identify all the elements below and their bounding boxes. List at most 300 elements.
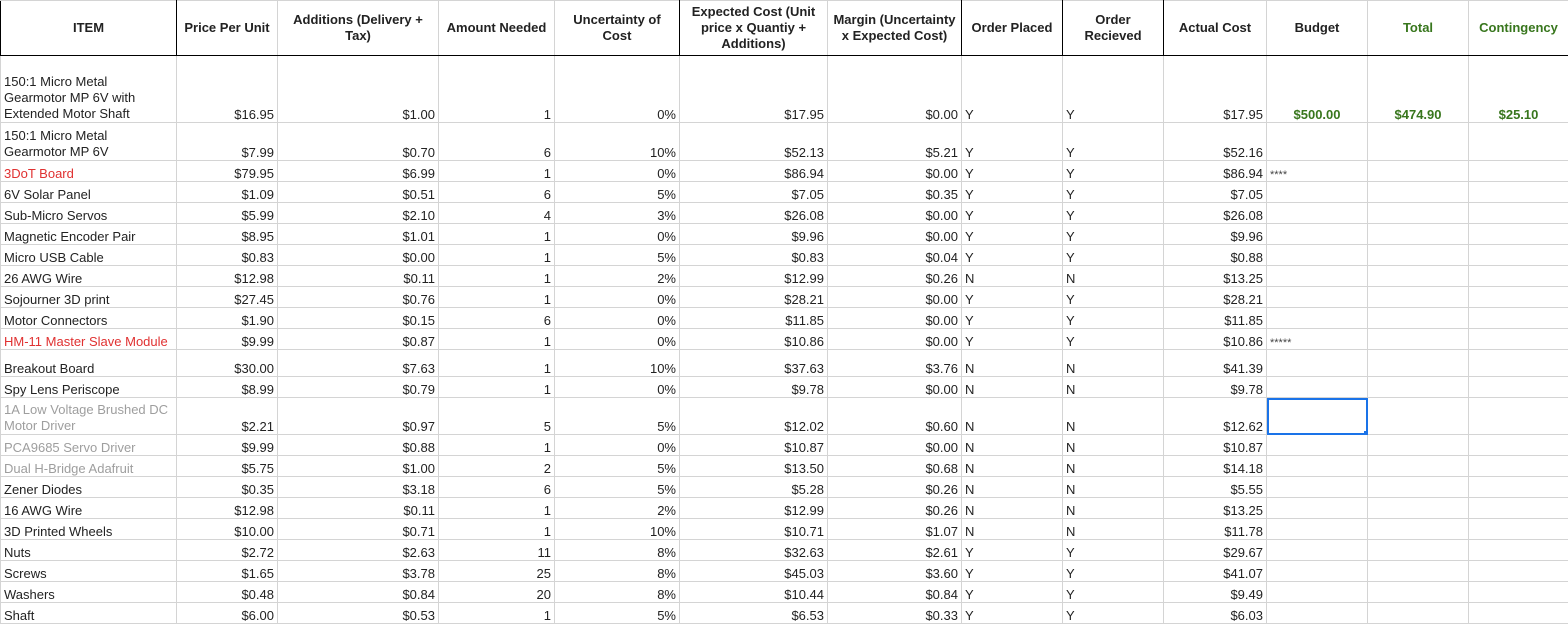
cell-actual[interactable]: $0.88 bbox=[1164, 245, 1267, 266]
cell-received[interactable]: N bbox=[1063, 519, 1164, 540]
cell-budget[interactable] bbox=[1267, 266, 1368, 287]
cell-additions[interactable]: $3.78 bbox=[278, 561, 439, 582]
cell-amount[interactable]: 11 bbox=[439, 540, 555, 561]
cell-expected[interactable]: $32.63 bbox=[680, 540, 828, 561]
cell-item[interactable]: Nuts bbox=[1, 540, 177, 561]
cell-margin[interactable]: $0.26 bbox=[828, 266, 962, 287]
cell-actual[interactable]: $14.18 bbox=[1164, 456, 1267, 477]
cell-amount[interactable]: 1 bbox=[439, 603, 555, 624]
cell-uncertainty[interactable]: 0% bbox=[555, 224, 680, 245]
header-actual[interactable]: Actual Cost bbox=[1164, 1, 1267, 56]
cell-price[interactable]: $8.95 bbox=[177, 224, 278, 245]
cell-amount[interactable]: 1 bbox=[439, 350, 555, 377]
cell-price[interactable]: $12.98 bbox=[177, 498, 278, 519]
cell-price[interactable]: $27.45 bbox=[177, 287, 278, 308]
cell-received[interactable]: N bbox=[1063, 377, 1164, 398]
cell-contingency[interactable] bbox=[1469, 123, 1568, 161]
cell-budget[interactable] bbox=[1267, 245, 1368, 266]
cell-expected[interactable]: $28.21 bbox=[680, 287, 828, 308]
cell-uncertainty[interactable]: 5% bbox=[555, 477, 680, 498]
cell-margin[interactable]: $0.84 bbox=[828, 582, 962, 603]
cell-price[interactable]: $1.65 bbox=[177, 561, 278, 582]
cell-contingency[interactable] bbox=[1469, 456, 1568, 477]
cell-received[interactable]: Y bbox=[1063, 308, 1164, 329]
cell-additions[interactable]: $1.00 bbox=[278, 456, 439, 477]
cell-contingency[interactable] bbox=[1469, 287, 1568, 308]
cell-margin[interactable]: $1.07 bbox=[828, 519, 962, 540]
cell-price[interactable]: $0.83 bbox=[177, 245, 278, 266]
cell-placed[interactable]: Y bbox=[962, 603, 1063, 624]
cell-margin[interactable]: $0.00 bbox=[828, 377, 962, 398]
cell-total[interactable] bbox=[1368, 245, 1469, 266]
cell-price[interactable]: $0.35 bbox=[177, 477, 278, 498]
cell-additions[interactable]: $0.79 bbox=[278, 377, 439, 398]
header-received[interactable]: Order Recieved bbox=[1063, 1, 1164, 56]
cell-expected[interactable]: $7.05 bbox=[680, 182, 828, 203]
cell-expected[interactable]: $45.03 bbox=[680, 561, 828, 582]
cell-received[interactable]: Y bbox=[1063, 540, 1164, 561]
cell-placed[interactable]: Y bbox=[962, 329, 1063, 350]
cell-margin[interactable]: $0.68 bbox=[828, 456, 962, 477]
header-placed[interactable]: Order Placed bbox=[962, 1, 1063, 56]
cell-item[interactable]: 3DoT Board bbox=[1, 161, 177, 182]
cell-uncertainty[interactable]: 0% bbox=[555, 435, 680, 456]
cell-budget[interactable] bbox=[1267, 540, 1368, 561]
cell-additions[interactable]: $0.51 bbox=[278, 182, 439, 203]
cell-additions[interactable]: $3.18 bbox=[278, 477, 439, 498]
cell-expected[interactable]: $12.99 bbox=[680, 498, 828, 519]
cell-total[interactable] bbox=[1368, 435, 1469, 456]
cell-budget[interactable] bbox=[1267, 561, 1368, 582]
cell-contingency[interactable] bbox=[1469, 245, 1568, 266]
cell-additions[interactable]: $0.88 bbox=[278, 435, 439, 456]
cell-margin[interactable]: $0.00 bbox=[828, 287, 962, 308]
cell-amount[interactable]: 6 bbox=[439, 182, 555, 203]
cell-margin[interactable]: $0.00 bbox=[828, 203, 962, 224]
cell-contingency[interactable] bbox=[1469, 266, 1568, 287]
cell-amount[interactable]: 1 bbox=[439, 266, 555, 287]
cell-actual[interactable]: $86.94 bbox=[1164, 161, 1267, 182]
cell-margin[interactable]: $0.33 bbox=[828, 603, 962, 624]
cell-received[interactable]: N bbox=[1063, 435, 1164, 456]
cell-margin[interactable]: $0.00 bbox=[828, 224, 962, 245]
cell-additions[interactable]: $0.11 bbox=[278, 498, 439, 519]
cell-uncertainty[interactable]: 0% bbox=[555, 161, 680, 182]
cell-total[interactable] bbox=[1368, 308, 1469, 329]
cell-price[interactable]: $5.99 bbox=[177, 203, 278, 224]
cell-item[interactable]: Sojourner 3D print bbox=[1, 287, 177, 308]
cell-expected[interactable]: $86.94 bbox=[680, 161, 828, 182]
cell-additions[interactable]: $0.53 bbox=[278, 603, 439, 624]
cell-price[interactable]: $7.99 bbox=[177, 123, 278, 161]
header-contingency[interactable]: Contingency bbox=[1469, 1, 1568, 56]
cell-total[interactable] bbox=[1368, 540, 1469, 561]
cell-contingency[interactable]: $25.10 bbox=[1469, 56, 1568, 123]
cell-placed[interactable]: Y bbox=[962, 203, 1063, 224]
cell-total[interactable] bbox=[1368, 182, 1469, 203]
cell-budget[interactable] bbox=[1267, 182, 1368, 203]
cell-placed[interactable]: N bbox=[962, 435, 1063, 456]
cell-total[interactable] bbox=[1368, 398, 1469, 435]
cell-additions[interactable]: $0.15 bbox=[278, 308, 439, 329]
cell-expected[interactable]: $10.44 bbox=[680, 582, 828, 603]
cell-contingency[interactable] bbox=[1469, 161, 1568, 182]
cell-expected[interactable]: $11.85 bbox=[680, 308, 828, 329]
cell-placed[interactable]: N bbox=[962, 456, 1063, 477]
cell-additions[interactable]: $0.00 bbox=[278, 245, 439, 266]
cell-price[interactable]: $5.75 bbox=[177, 456, 278, 477]
cell-item[interactable]: Spy Lens Periscope bbox=[1, 377, 177, 398]
cell-received[interactable]: N bbox=[1063, 350, 1164, 377]
cell-amount[interactable]: 1 bbox=[439, 245, 555, 266]
cell-price[interactable]: $30.00 bbox=[177, 350, 278, 377]
cell-total[interactable] bbox=[1368, 161, 1469, 182]
cell-margin[interactable]: $0.26 bbox=[828, 477, 962, 498]
cell-margin[interactable]: $0.00 bbox=[828, 329, 962, 350]
cell-actual[interactable]: $10.86 bbox=[1164, 329, 1267, 350]
cell-actual[interactable]: $17.95 bbox=[1164, 56, 1267, 123]
cell-amount[interactable]: 1 bbox=[439, 56, 555, 123]
cell-placed[interactable]: N bbox=[962, 498, 1063, 519]
cell-budget[interactable] bbox=[1267, 350, 1368, 377]
cell-uncertainty[interactable]: 10% bbox=[555, 350, 680, 377]
cell-amount[interactable]: 20 bbox=[439, 582, 555, 603]
cell-actual[interactable]: $7.05 bbox=[1164, 182, 1267, 203]
cell-budget[interactable] bbox=[1267, 203, 1368, 224]
cell-amount[interactable]: 1 bbox=[439, 161, 555, 182]
cell-actual[interactable]: $13.25 bbox=[1164, 498, 1267, 519]
cell-actual[interactable]: $12.62 bbox=[1164, 398, 1267, 435]
cell-total[interactable]: $474.90 bbox=[1368, 56, 1469, 123]
cell-margin[interactable]: $0.35 bbox=[828, 182, 962, 203]
cell-total[interactable] bbox=[1368, 456, 1469, 477]
cell-amount[interactable]: 1 bbox=[439, 329, 555, 350]
cell-amount[interactable]: 5 bbox=[439, 398, 555, 435]
cell-total[interactable] bbox=[1368, 603, 1469, 624]
cell-additions[interactable]: $0.70 bbox=[278, 123, 439, 161]
cell-margin[interactable]: $0.60 bbox=[828, 398, 962, 435]
cell-received[interactable]: Y bbox=[1063, 123, 1164, 161]
cell-item[interactable]: Magnetic Encoder Pair bbox=[1, 224, 177, 245]
cell-budget[interactable] bbox=[1267, 519, 1368, 540]
cell-uncertainty[interactable]: 5% bbox=[555, 182, 680, 203]
cell-price[interactable]: $1.09 bbox=[177, 182, 278, 203]
cell-actual[interactable]: $11.85 bbox=[1164, 308, 1267, 329]
cell-uncertainty[interactable]: 10% bbox=[555, 123, 680, 161]
cell-received[interactable]: Y bbox=[1063, 56, 1164, 123]
cell-amount[interactable]: 2 bbox=[439, 456, 555, 477]
cell-actual[interactable]: $29.67 bbox=[1164, 540, 1267, 561]
cell-placed[interactable]: Y bbox=[962, 308, 1063, 329]
header-additions[interactable]: Additions (Delivery + Tax) bbox=[278, 1, 439, 56]
cell-received[interactable]: N bbox=[1063, 498, 1164, 519]
cell-placed[interactable]: Y bbox=[962, 123, 1063, 161]
cell-total[interactable] bbox=[1368, 498, 1469, 519]
cell-placed[interactable]: Y bbox=[962, 287, 1063, 308]
cell-total[interactable] bbox=[1368, 350, 1469, 377]
cell-uncertainty[interactable]: 5% bbox=[555, 456, 680, 477]
cell-price[interactable]: $12.98 bbox=[177, 266, 278, 287]
cell-received[interactable]: Y bbox=[1063, 561, 1164, 582]
cell-additions[interactable]: $0.11 bbox=[278, 266, 439, 287]
cell-price[interactable]: $2.72 bbox=[177, 540, 278, 561]
cell-contingency[interactable] bbox=[1469, 224, 1568, 245]
cell-item[interactable]: 150:1 Micro Metal Gearmotor MP 6V bbox=[1, 123, 177, 161]
cell-contingency[interactable] bbox=[1469, 308, 1568, 329]
cell-placed[interactable]: Y bbox=[962, 540, 1063, 561]
cell-item[interactable]: Washers bbox=[1, 582, 177, 603]
header-amount[interactable]: Amount Needed bbox=[439, 1, 555, 56]
cell-contingency[interactable] bbox=[1469, 182, 1568, 203]
cell-received[interactable]: Y bbox=[1063, 224, 1164, 245]
header-total[interactable]: Total bbox=[1368, 1, 1469, 56]
selected-cell[interactable] bbox=[1267, 398, 1368, 435]
cell-contingency[interactable] bbox=[1469, 329, 1568, 350]
cell-item[interactable]: HM-11 Master Slave Module bbox=[1, 329, 177, 350]
cell-amount[interactable]: 6 bbox=[439, 477, 555, 498]
cell-note[interactable]: ***** bbox=[1267, 329, 1368, 350]
cell-expected[interactable]: $10.87 bbox=[680, 435, 828, 456]
cell-actual[interactable]: $9.49 bbox=[1164, 582, 1267, 603]
header-item[interactable]: ITEM bbox=[1, 1, 177, 56]
cell-contingency[interactable] bbox=[1469, 477, 1568, 498]
cell-actual[interactable]: $9.78 bbox=[1164, 377, 1267, 398]
cell-contingency[interactable] bbox=[1469, 350, 1568, 377]
cell-actual[interactable]: $41.39 bbox=[1164, 350, 1267, 377]
cell-item[interactable]: 150:1 Micro Metal Gearmotor MP 6V with Extended Motor Shaft bbox=[1, 56, 177, 123]
cell-placed[interactable]: N bbox=[962, 398, 1063, 435]
cell-expected[interactable]: $0.83 bbox=[680, 245, 828, 266]
cell-item[interactable]: Shaft bbox=[1, 603, 177, 624]
cell-amount[interactable]: 1 bbox=[439, 435, 555, 456]
cell-placed[interactable]: N bbox=[962, 519, 1063, 540]
cell-uncertainty[interactable]: 0% bbox=[555, 377, 680, 398]
cell-expected[interactable]: $9.78 bbox=[680, 377, 828, 398]
cell-item[interactable]: Zener Diodes bbox=[1, 477, 177, 498]
cell-margin[interactable]: $0.00 bbox=[828, 161, 962, 182]
cell-total[interactable] bbox=[1368, 519, 1469, 540]
cell-uncertainty[interactable]: 0% bbox=[555, 308, 680, 329]
cell-expected[interactable]: $6.53 bbox=[680, 603, 828, 624]
cell-received[interactable]: Y bbox=[1063, 329, 1164, 350]
cell-actual[interactable]: $52.16 bbox=[1164, 123, 1267, 161]
cell-expected[interactable]: $12.99 bbox=[680, 266, 828, 287]
cell-additions[interactable]: $0.84 bbox=[278, 582, 439, 603]
cell-received[interactable]: Y bbox=[1063, 161, 1164, 182]
cell-additions[interactable]: $0.97 bbox=[278, 398, 439, 435]
cell-placed[interactable]: N bbox=[962, 477, 1063, 498]
cell-additions[interactable]: $0.76 bbox=[278, 287, 439, 308]
cell-budget[interactable] bbox=[1267, 377, 1368, 398]
cell-expected[interactable]: $52.13 bbox=[680, 123, 828, 161]
cell-total[interactable] bbox=[1368, 582, 1469, 603]
cell-uncertainty[interactable]: 10% bbox=[555, 519, 680, 540]
cell-received[interactable]: N bbox=[1063, 266, 1164, 287]
cell-uncertainty[interactable]: 8% bbox=[555, 582, 680, 603]
cell-uncertainty[interactable]: 0% bbox=[555, 287, 680, 308]
cell-expected[interactable]: $10.86 bbox=[680, 329, 828, 350]
cell-budget[interactable] bbox=[1267, 123, 1368, 161]
cell-amount[interactable]: 1 bbox=[439, 287, 555, 308]
cell-contingency[interactable] bbox=[1469, 561, 1568, 582]
cell-item[interactable]: 6V Solar Panel bbox=[1, 182, 177, 203]
cell-margin[interactable]: $3.60 bbox=[828, 561, 962, 582]
cell-actual[interactable]: $41.07 bbox=[1164, 561, 1267, 582]
cell-contingency[interactable] bbox=[1469, 398, 1568, 435]
cell-uncertainty[interactable]: 5% bbox=[555, 245, 680, 266]
cell-margin[interactable]: $0.00 bbox=[828, 56, 962, 123]
cell-actual[interactable]: $13.25 bbox=[1164, 266, 1267, 287]
cell-actual[interactable]: $11.78 bbox=[1164, 519, 1267, 540]
header-budget[interactable]: Budget bbox=[1267, 1, 1368, 56]
cell-actual[interactable]: $26.08 bbox=[1164, 203, 1267, 224]
cell-expected[interactable]: $26.08 bbox=[680, 203, 828, 224]
cell-budget[interactable]: $500.00 bbox=[1267, 56, 1368, 123]
cell-item[interactable]: 3D Printed Wheels bbox=[1, 519, 177, 540]
cell-expected[interactable]: $5.28 bbox=[680, 477, 828, 498]
cell-contingency[interactable] bbox=[1469, 519, 1568, 540]
cell-additions[interactable]: $0.87 bbox=[278, 329, 439, 350]
cell-margin[interactable]: $0.00 bbox=[828, 308, 962, 329]
cell-total[interactable] bbox=[1368, 377, 1469, 398]
cell-received[interactable]: Y bbox=[1063, 203, 1164, 224]
cell-budget[interactable] bbox=[1267, 498, 1368, 519]
cell-contingency[interactable] bbox=[1469, 377, 1568, 398]
cell-total[interactable] bbox=[1368, 123, 1469, 161]
cell-uncertainty[interactable]: 5% bbox=[555, 398, 680, 435]
cell-uncertainty[interactable]: 3% bbox=[555, 203, 680, 224]
cell-placed[interactable]: Y bbox=[962, 561, 1063, 582]
cell-additions[interactable]: $0.71 bbox=[278, 519, 439, 540]
cell-uncertainty[interactable]: 0% bbox=[555, 56, 680, 123]
cell-total[interactable] bbox=[1368, 266, 1469, 287]
cell-received[interactable]: N bbox=[1063, 398, 1164, 435]
cell-price[interactable]: $10.00 bbox=[177, 519, 278, 540]
cell-received[interactable]: Y bbox=[1063, 245, 1164, 266]
cell-actual[interactable]: $28.21 bbox=[1164, 287, 1267, 308]
cell-contingency[interactable] bbox=[1469, 603, 1568, 624]
cell-margin[interactable]: $0.26 bbox=[828, 498, 962, 519]
cell-placed[interactable]: Y bbox=[962, 161, 1063, 182]
cell-item[interactable]: 16 AWG Wire bbox=[1, 498, 177, 519]
cell-amount[interactable]: 6 bbox=[439, 308, 555, 329]
cell-price[interactable]: $2.21 bbox=[177, 398, 278, 435]
header-margin[interactable]: Margin (Uncertainty x Expected Cost) bbox=[828, 1, 962, 56]
cell-contingency[interactable] bbox=[1469, 582, 1568, 603]
cell-received[interactable]: Y bbox=[1063, 603, 1164, 624]
cell-expected[interactable]: $13.50 bbox=[680, 456, 828, 477]
header-expected[interactable]: Expected Cost (Unit price x Quantiy + Additions) bbox=[680, 1, 828, 56]
cell-note[interactable]: **** bbox=[1267, 161, 1368, 182]
cell-total[interactable] bbox=[1368, 287, 1469, 308]
cell-uncertainty[interactable]: 2% bbox=[555, 498, 680, 519]
cell-budget[interactable] bbox=[1267, 287, 1368, 308]
cell-budget[interactable] bbox=[1267, 308, 1368, 329]
cell-total[interactable] bbox=[1368, 203, 1469, 224]
cell-amount[interactable]: 4 bbox=[439, 203, 555, 224]
cell-item[interactable]: Dual H-Bridge Adafruit bbox=[1, 456, 177, 477]
cell-total[interactable] bbox=[1368, 224, 1469, 245]
cell-received[interactable]: Y bbox=[1063, 287, 1164, 308]
cell-margin[interactable]: $0.00 bbox=[828, 435, 962, 456]
cell-additions[interactable]: $2.10 bbox=[278, 203, 439, 224]
cell-budget[interactable] bbox=[1267, 435, 1368, 456]
cell-received[interactable]: Y bbox=[1063, 582, 1164, 603]
cell-placed[interactable]: Y bbox=[962, 182, 1063, 203]
cell-placed[interactable]: N bbox=[962, 266, 1063, 287]
cell-margin[interactable]: $3.76 bbox=[828, 350, 962, 377]
cell-budget[interactable] bbox=[1267, 477, 1368, 498]
cell-expected[interactable]: $37.63 bbox=[680, 350, 828, 377]
cell-received[interactable]: N bbox=[1063, 456, 1164, 477]
cell-budget[interactable] bbox=[1267, 456, 1368, 477]
cell-price[interactable]: $16.95 bbox=[177, 56, 278, 123]
cell-uncertainty[interactable]: 5% bbox=[555, 603, 680, 624]
cell-contingency[interactable] bbox=[1469, 498, 1568, 519]
cell-price[interactable]: $0.48 bbox=[177, 582, 278, 603]
cell-item[interactable]: Motor Connectors bbox=[1, 308, 177, 329]
cell-expected[interactable]: $17.95 bbox=[680, 56, 828, 123]
cell-expected[interactable]: $10.71 bbox=[680, 519, 828, 540]
cell-budget[interactable] bbox=[1267, 603, 1368, 624]
cell-actual[interactable]: $9.96 bbox=[1164, 224, 1267, 245]
cell-actual[interactable]: $6.03 bbox=[1164, 603, 1267, 624]
cell-uncertainty[interactable]: 8% bbox=[555, 540, 680, 561]
cell-additions[interactable]: $7.63 bbox=[278, 350, 439, 377]
cell-placed[interactable]: N bbox=[962, 377, 1063, 398]
cell-item[interactable]: Breakout Board bbox=[1, 350, 177, 377]
cell-margin[interactable]: $2.61 bbox=[828, 540, 962, 561]
cell-uncertainty[interactable]: 8% bbox=[555, 561, 680, 582]
cell-budget[interactable] bbox=[1267, 224, 1368, 245]
cell-amount[interactable]: 6 bbox=[439, 123, 555, 161]
cell-total[interactable] bbox=[1368, 329, 1469, 350]
cell-total[interactable] bbox=[1368, 477, 1469, 498]
cell-item[interactable]: PCA9685 Servo Driver bbox=[1, 435, 177, 456]
cell-margin[interactable]: $0.04 bbox=[828, 245, 962, 266]
cell-amount[interactable]: 25 bbox=[439, 561, 555, 582]
cell-placed[interactable]: Y bbox=[962, 224, 1063, 245]
header-uncertainty[interactable]: Uncertainty of Cost bbox=[555, 1, 680, 56]
cell-item[interactable]: 1A Low Voltage Brushed DC Motor Driver bbox=[1, 398, 177, 435]
cell-price[interactable]: $6.00 bbox=[177, 603, 278, 624]
cell-item[interactable]: Screws bbox=[1, 561, 177, 582]
cell-amount[interactable]: 1 bbox=[439, 519, 555, 540]
cell-actual[interactable]: $10.87 bbox=[1164, 435, 1267, 456]
cell-price[interactable]: $8.99 bbox=[177, 377, 278, 398]
cell-contingency[interactable] bbox=[1469, 540, 1568, 561]
cell-additions[interactable]: $1.01 bbox=[278, 224, 439, 245]
cell-item[interactable]: Sub-Micro Servos bbox=[1, 203, 177, 224]
cell-additions[interactable]: $6.99 bbox=[278, 161, 439, 182]
cell-price[interactable]: $79.95 bbox=[177, 161, 278, 182]
cell-budget[interactable] bbox=[1267, 582, 1368, 603]
cell-price[interactable]: $9.99 bbox=[177, 329, 278, 350]
cell-expected[interactable]: $12.02 bbox=[680, 398, 828, 435]
cell-uncertainty[interactable]: 2% bbox=[555, 266, 680, 287]
cell-amount[interactable]: 1 bbox=[439, 377, 555, 398]
cell-actual[interactable]: $5.55 bbox=[1164, 477, 1267, 498]
cell-price[interactable]: $9.99 bbox=[177, 435, 278, 456]
cell-additions[interactable]: $1.00 bbox=[278, 56, 439, 123]
cell-uncertainty[interactable]: 0% bbox=[555, 329, 680, 350]
cell-placed[interactable]: N bbox=[962, 350, 1063, 377]
cell-additions[interactable]: $2.63 bbox=[278, 540, 439, 561]
cell-contingency[interactable] bbox=[1469, 203, 1568, 224]
cell-received[interactable]: N bbox=[1063, 477, 1164, 498]
cell-received[interactable]: Y bbox=[1063, 182, 1164, 203]
cell-price[interactable]: $1.90 bbox=[177, 308, 278, 329]
